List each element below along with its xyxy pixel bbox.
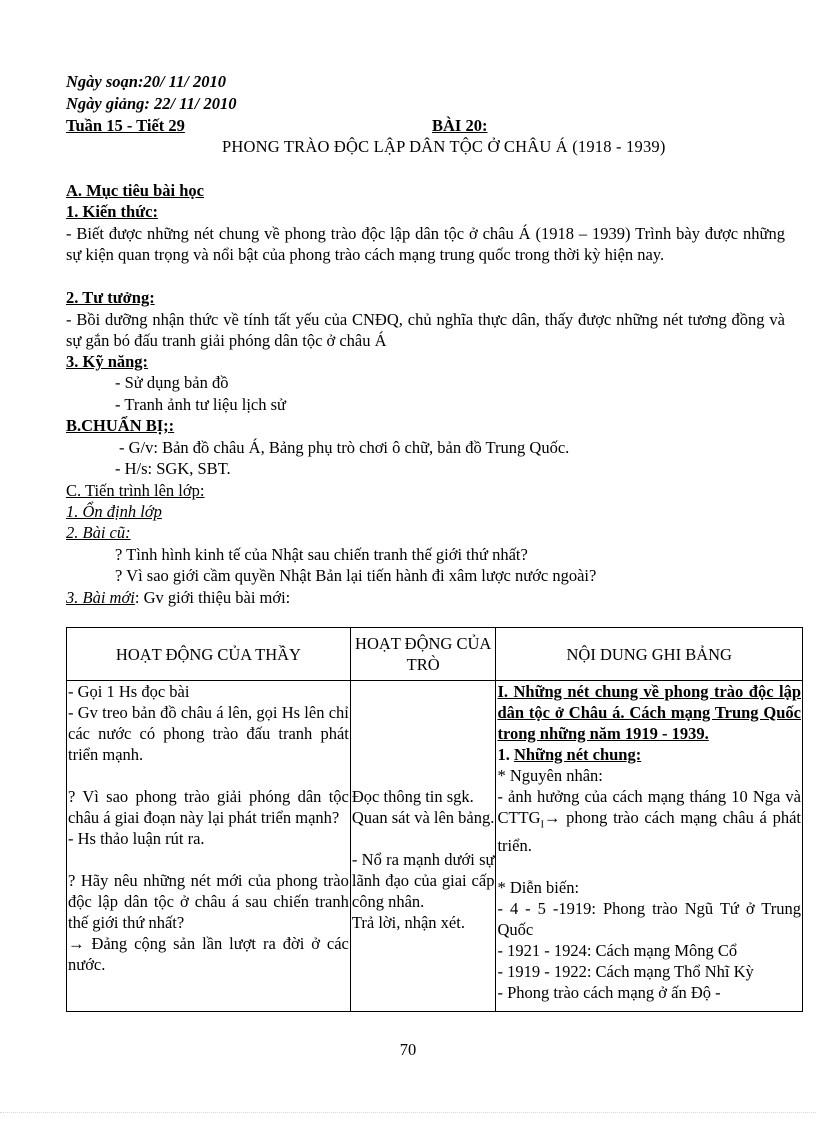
student-line: - Nổ ra mạnh dưới sự lãnh đạo của giai cấp công nhân. — [351, 850, 495, 911]
student-line: Quan sát và lên bảng. — [351, 808, 495, 827]
question-2: ? Vì sao giới cầm quyền Nhật Bản lại tiến hành đi xâm lược nước ngoài? — [115, 566, 597, 585]
new-lesson-label: 3. Bài mới — [66, 588, 135, 607]
board-content-cell — [496, 681, 803, 1012]
teacher-line: ? Hãy nêu những nét mới của phong trào độc lập dân tộc ở châu á sau chiến tranh thế giới thứ nhất? — [68, 871, 349, 932]
table-row — [67, 681, 803, 1012]
old-lesson: 2. Bài cũ: — [66, 523, 131, 542]
new-lesson-text: : Gv giới thiệu bài mới: — [134, 588, 291, 607]
content-section-title: I. Những nét chung về phong trào độc lập dân tộc ở Châu á. Cách mạng Trung Quốc trong những năm 1919 - 1939. — [497, 682, 801, 743]
new-lesson — [66, 588, 290, 608]
section-b-heading: B.CHUẨN BỊ;: — [66, 416, 175, 435]
content-sub-number: 1. — [497, 745, 514, 764]
teacher-line: - Gọi 1 Hs đọc bài — [68, 682, 190, 701]
ideology-text: - Bồi dưỡng nhận thức về tính tất yếu của CNĐQ, chủ nghĩa thực dân, thấy được những nét tương đồng và sự gắn bó đấu tranh giải phóng dân tộc ở châu Á — [66, 310, 785, 350]
skills-heading: 3. Kỹ năng: — [66, 352, 149, 371]
student-line: Đọc thông tin sgk. — [351, 787, 474, 806]
cause-text-rest: → phong trào cách mạng châu á phát triển. — [497, 808, 801, 856]
event-item: - 1921 - 1924: Cách mạng Mông Cổ — [497, 941, 738, 961]
events-label: * Diễn biến: — [497, 878, 580, 898]
header-teacher: HOẠT ĐỘNG CỦA THẦY — [67, 628, 351, 681]
cause-subscript: I — [540, 819, 544, 831]
skill-item: - Sử dụng bản đồ — [115, 373, 229, 392]
question-1: ? Tình hình kinh tế của Nhật sau chiến tranh thế giới thứ nhất? — [115, 545, 528, 564]
class-stabilize: 1. Ổn định lớp — [66, 502, 162, 521]
knowledge-heading: 1. Kiến thức: — [66, 202, 158, 221]
teacher-activity-cell — [67, 681, 351, 1012]
date-prepared: Ngày soạn:20/ 11/ 2010 — [66, 72, 226, 91]
page-divider — [0, 1112, 816, 1113]
page-number: 70 — [399, 1040, 417, 1059]
student-activity-cell — [350, 681, 496, 1012]
section-a-heading: A. Mục tiêu bài học — [66, 181, 204, 200]
lesson-table — [66, 627, 803, 1012]
section-c-heading: C. Tiến trình lên lớp: — [66, 481, 205, 500]
teacher-line: → Đảng cộng sản lần lượt ra đời ở các nước. — [68, 934, 349, 974]
student-line: Trả lời, nhận xét. — [351, 913, 465, 932]
content-sub-heading — [497, 744, 801, 765]
student-prep: - H/s: SGK, SBT. — [115, 459, 231, 478]
cause-text — [497, 786, 801, 856]
cause-text-main: - ảnh hưởng của cách mạng tháng 10 Nga và CTTG — [497, 787, 801, 827]
header-content: NỘI DUNG GHI BẢNG — [496, 628, 803, 681]
lesson-title: PHONG TRÀO ĐỘC LẬP DÂN TỘC Ở CHÂU Á (1918 - 1939) — [222, 137, 666, 156]
week-period: Tuần 15 - Tiết 29 — [66, 116, 185, 135]
date-taught: Ngày giảng: 22/ 11/ 2010 — [66, 94, 237, 113]
knowledge-text: - Biết được những nét chung về phong trào độc lập dân tộc ở châu Á (1918 – 1939) Trình bày được những sự kiện quan trọng và nổi bật của phong trào cách mạng trung quốc trong thời kỳ hiện nay. — [66, 224, 785, 264]
cause-label: * Nguyên nhân: — [497, 766, 603, 785]
event-item: - Phong trào cách mạng ở ấn Độ - — [497, 983, 721, 1003]
skill-item: - Tranh ảnh tư liệu lịch sử — [115, 395, 286, 414]
event-item: - 1919 - 1922: Cách mạng Thổ Nhĩ Kỳ — [497, 962, 754, 982]
header-student: HOẠT ĐỘNG CỦA TRÒ — [350, 628, 496, 681]
ideology-heading: 2. Tư tưởng: — [66, 288, 155, 307]
teacher-line: - Hs thảo luận rút ra. — [68, 829, 205, 848]
event-item: - 4 - 5 -1919: Phong trào Ngũ Tứ ở Trung Quốc — [497, 899, 801, 940]
table-header-row — [67, 628, 803, 681]
content-sub-title: Những nét chung: — [513, 745, 642, 764]
teacher-prep: - G/v: Bản đồ châu Á, Bảng phụ trò chơi ô chữ, bản đồ Trung Quốc. — [119, 438, 570, 457]
teacher-line: ? Vì sao phong trào giải phóng dân tộc châu á giai đoạn này lại phát triển mạnh? — [68, 787, 349, 827]
teacher-line: - Gv treo bản đồ châu á lên, gọi Hs lên chỉ các nước có phong trào đấu tranh phát triển mạnh. — [68, 703, 349, 764]
lesson-number: BÀI 20: — [432, 116, 488, 135]
